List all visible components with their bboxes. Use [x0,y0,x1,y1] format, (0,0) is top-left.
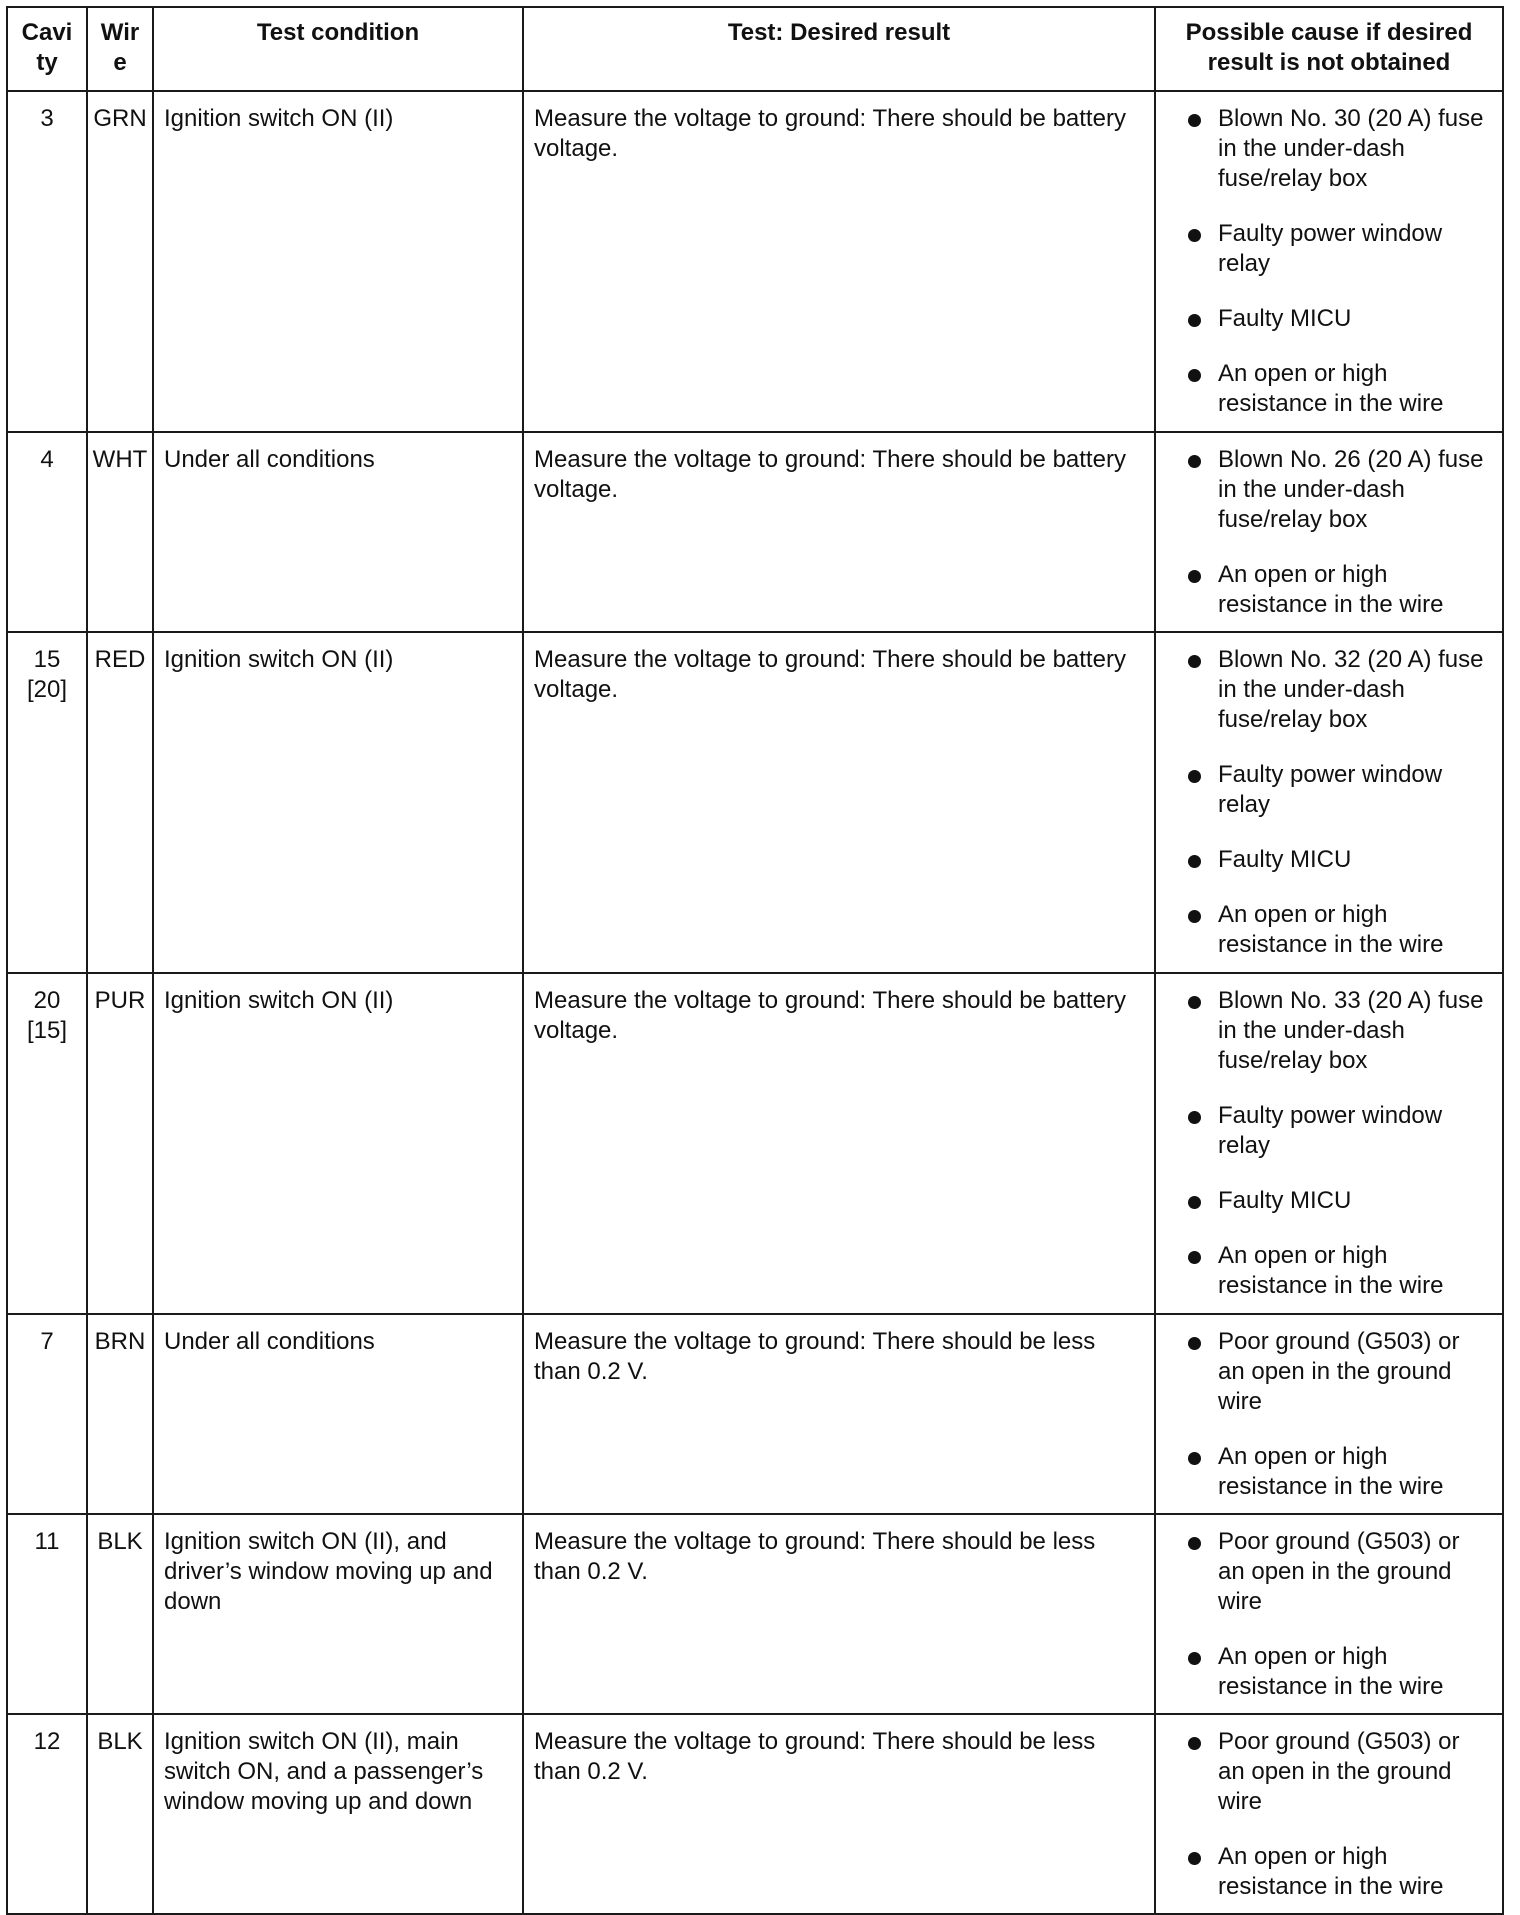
cause-text: Blown No. 33 (20 A) fuse in the under-dash fuse/relay box [1218,987,1484,1074]
cell-desired-result: Measure the voltage to ground: There should be battery voltage. [523,632,1155,973]
bullet-icon [1188,855,1201,868]
cause-list [1166,445,1492,620]
cause-item [1166,1727,1492,1817]
cause-text: An open or high resistance in the wire [1218,901,1444,958]
cause-item [1166,104,1492,194]
cavity-number: 20 [33,987,61,1014]
cause-text: Blown No. 30 (20 A) fuse in the under-dash fuse/relay box [1218,105,1484,192]
cell-cavity [7,432,87,632]
header-possible-cause: Possible cause if desired result is not obtained [1155,7,1503,91]
cause-item [1166,560,1492,620]
cell-cavity [7,632,87,973]
cell-possible-causes [1155,1314,1503,1514]
cause-list [1166,1527,1492,1702]
cause-text: Faulty MICU [1218,1187,1352,1214]
cause-text: Faulty power window relay [1218,761,1443,818]
cell-possible-causes [1155,1714,1503,1914]
cause-item [1166,1241,1492,1301]
cause-item [1166,1101,1492,1161]
table-row [7,1714,1503,1914]
table-row [7,1314,1503,1514]
bullet-icon [1188,369,1201,382]
diagnostic-table-sheet [6,6,1502,1900]
cell-desired-result: Measure the voltage to ground: There should be battery voltage. [523,91,1155,432]
cause-item [1166,1527,1492,1617]
cell-possible-causes [1155,91,1503,432]
cause-text: An open or high resistance in the wire [1218,1643,1444,1700]
cell-possible-causes [1155,632,1503,973]
bullet-icon [1188,1111,1201,1124]
cell-cavity [7,1514,87,1714]
bullet-icon [1188,1251,1201,1264]
cavity-number: 7 [40,1328,54,1355]
table-row [7,632,1503,973]
cause-item [1166,645,1492,735]
cell-test-condition: Under all conditions [153,432,523,632]
bullet-icon [1188,1852,1201,1865]
cell-cavity [7,1314,87,1514]
cell-test-condition: Ignition switch ON (II) [153,632,523,973]
cause-text: Blown No. 32 (20 A) fuse in the under-dash fuse/relay box [1218,646,1484,733]
cell-test-condition: Ignition switch ON (II), and driver’s window moving up and down [153,1514,523,1714]
cause-item [1166,304,1492,334]
bullet-icon [1188,910,1201,923]
bullet-icon [1188,229,1201,242]
table-row [7,432,1503,632]
cell-desired-result: Measure the voltage to ground: There should be battery voltage. [523,432,1155,632]
cell-possible-causes [1155,432,1503,632]
header-cavity: Cavity [7,7,87,91]
cause-list [1166,645,1492,960]
cause-text: Poor ground (G503) or an open in the ground wire [1218,1728,1460,1815]
cell-test-condition: Under all conditions [153,1314,523,1514]
cause-item [1166,359,1492,419]
cause-text: Faulty MICU [1218,846,1352,873]
bullet-icon [1188,314,1201,327]
cavity-number: [20] [26,676,68,703]
cause-text: Faulty power window relay [1218,1102,1443,1159]
cell-wire-color: WHT [87,432,153,632]
cell-wire-color: GRN [87,91,153,432]
table-body [7,91,1503,1914]
table-row [7,973,1503,1314]
cell-wire-color: PUR [87,973,153,1314]
cause-item [1166,1327,1492,1417]
cell-desired-result: Measure the voltage to ground: There should be less than 0.2 V. [523,1714,1155,1914]
cell-possible-causes [1155,1514,1503,1714]
bullet-icon [1188,455,1201,468]
cavity-number: 12 [33,1728,61,1755]
cell-desired-result: Measure the voltage to ground: There should be battery voltage. [523,973,1155,1314]
cell-possible-causes [1155,973,1503,1314]
cavity-number: [15] [26,1017,68,1044]
cell-test-condition: Ignition switch ON (II), main switch ON, and a passenger’s window moving up and down [153,1714,523,1914]
cell-cavity [7,91,87,432]
bullet-icon [1188,570,1201,583]
header-test-condition: Test condition [153,7,523,91]
cell-desired-result: Measure the voltage to ground: There should be less than 0.2 V. [523,1314,1155,1514]
bullet-icon [1188,1652,1201,1665]
cell-cavity [7,1714,87,1914]
cause-item [1166,986,1492,1076]
cavity-number: 11 [34,1528,60,1555]
cause-item [1166,1842,1492,1902]
cell-cavity [7,973,87,1314]
header-desired-result: Test: Desired result [523,7,1155,91]
cause-item [1166,1442,1492,1502]
cause-list [1166,1727,1492,1902]
cause-item [1166,760,1492,820]
cause-item [1166,1186,1492,1216]
connector-test-table [6,6,1504,1915]
cause-item [1166,219,1492,279]
cause-item [1166,1642,1492,1702]
cause-item [1166,445,1492,535]
cause-item [1166,845,1492,875]
cell-wire-color: RED [87,632,153,973]
cell-wire-color: BLK [87,1714,153,1914]
bullet-icon [1188,1337,1201,1350]
cause-text: An open or high resistance in the wire [1218,1443,1444,1500]
table-row [7,91,1503,432]
cell-test-condition: Ignition switch ON (II) [153,973,523,1314]
cause-text: Poor ground (G503) or an open in the ground wire [1218,1528,1460,1615]
bullet-icon [1188,1196,1201,1209]
bullet-icon [1188,655,1201,668]
header-wire: Wire [87,7,153,91]
cavity-number: 4 [40,446,54,473]
cell-test-condition: Ignition switch ON (II) [153,91,523,432]
bullet-icon [1188,114,1201,127]
cell-wire-color: BRN [87,1314,153,1514]
cause-list [1166,104,1492,419]
cause-text: An open or high resistance in the wire [1218,1242,1444,1299]
cell-wire-color: BLK [87,1514,153,1714]
cause-text: Poor ground (G503) or an open in the ground wire [1218,1328,1460,1415]
bullet-icon [1188,1737,1201,1750]
cause-text: An open or high resistance in the wire [1218,561,1444,618]
bullet-icon [1188,996,1201,1009]
table-row [7,1514,1503,1714]
cause-list [1166,1327,1492,1502]
cause-text: Faulty power window relay [1218,220,1443,277]
cause-text: An open or high resistance in the wire [1218,1843,1444,1900]
cell-desired-result: Measure the voltage to ground: There should be less than 0.2 V. [523,1514,1155,1714]
bullet-icon [1188,770,1201,783]
cavity-number: 3 [40,105,54,132]
bullet-icon [1188,1452,1201,1465]
bullet-icon [1188,1537,1201,1550]
cause-list [1166,986,1492,1301]
cause-text: An open or high resistance in the wire [1218,360,1444,417]
cause-text: Blown No. 26 (20 A) fuse in the under-dash fuse/relay box [1218,446,1484,533]
cavity-number: 15 [33,646,61,673]
header-row [7,7,1503,91]
cause-text: Faulty MICU [1218,305,1352,332]
cause-item [1166,900,1492,960]
